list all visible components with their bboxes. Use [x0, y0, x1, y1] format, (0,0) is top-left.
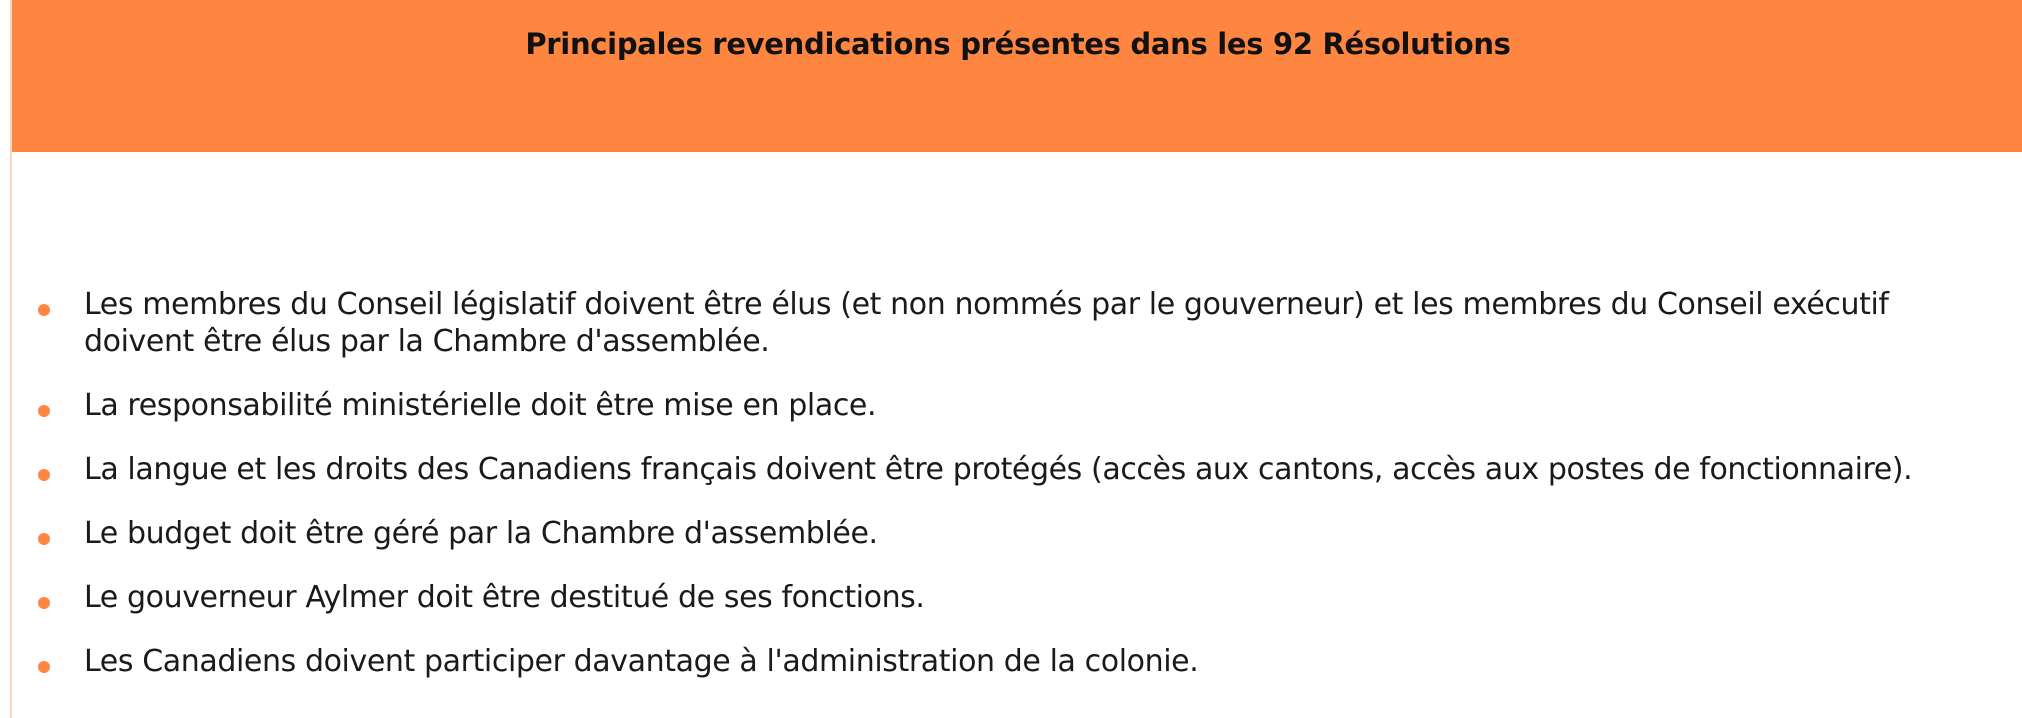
claims-panel [10, 0, 2022, 718]
list-item-text: Le budget doit être géré par la Chambre d'assemblée. [84, 516, 878, 551]
list-item-ministerial-responsibility [12, 387, 2022, 424]
list-item-administration [12, 643, 2022, 680]
bullet-icon [38, 304, 50, 316]
bullet-icon [38, 661, 50, 673]
list-item-language-rights [12, 451, 2022, 488]
list-item-budget [12, 515, 2022, 552]
list-item-text: Le gouverneur Aylmer doit être destitué de ses fonctions. [84, 580, 925, 615]
list-item-governor [12, 579, 2022, 616]
list-item-text: La responsabilité ministérielle doit être mise en place. [84, 388, 877, 423]
list-item-text: Les Canadiens doivent participer davantage à l'administration de la colonie. [84, 644, 1199, 679]
bullet-icon [38, 533, 50, 545]
list-item-elected-councils [12, 286, 2022, 360]
panel-title: Principales revendications présentes dans les 92 Résolutions [525, 27, 1511, 61]
claims-list [12, 286, 2022, 707]
panel-header [12, 0, 2022, 152]
bullet-icon [38, 597, 50, 609]
bullet-icon [38, 405, 50, 417]
bullet-icon [38, 469, 50, 481]
list-item-text: La langue et les droits des Canadiens français doivent être protégés (accès aux cantons, accès aux postes de fonctionnaire). [84, 452, 1913, 487]
list-item-text: Les membres du Conseil législatif doivent être élus (et non nommés par le gouverneur) et les membres du Conseil exécutif doivent être élus par la Chambre d'assemblée. [84, 287, 1889, 359]
